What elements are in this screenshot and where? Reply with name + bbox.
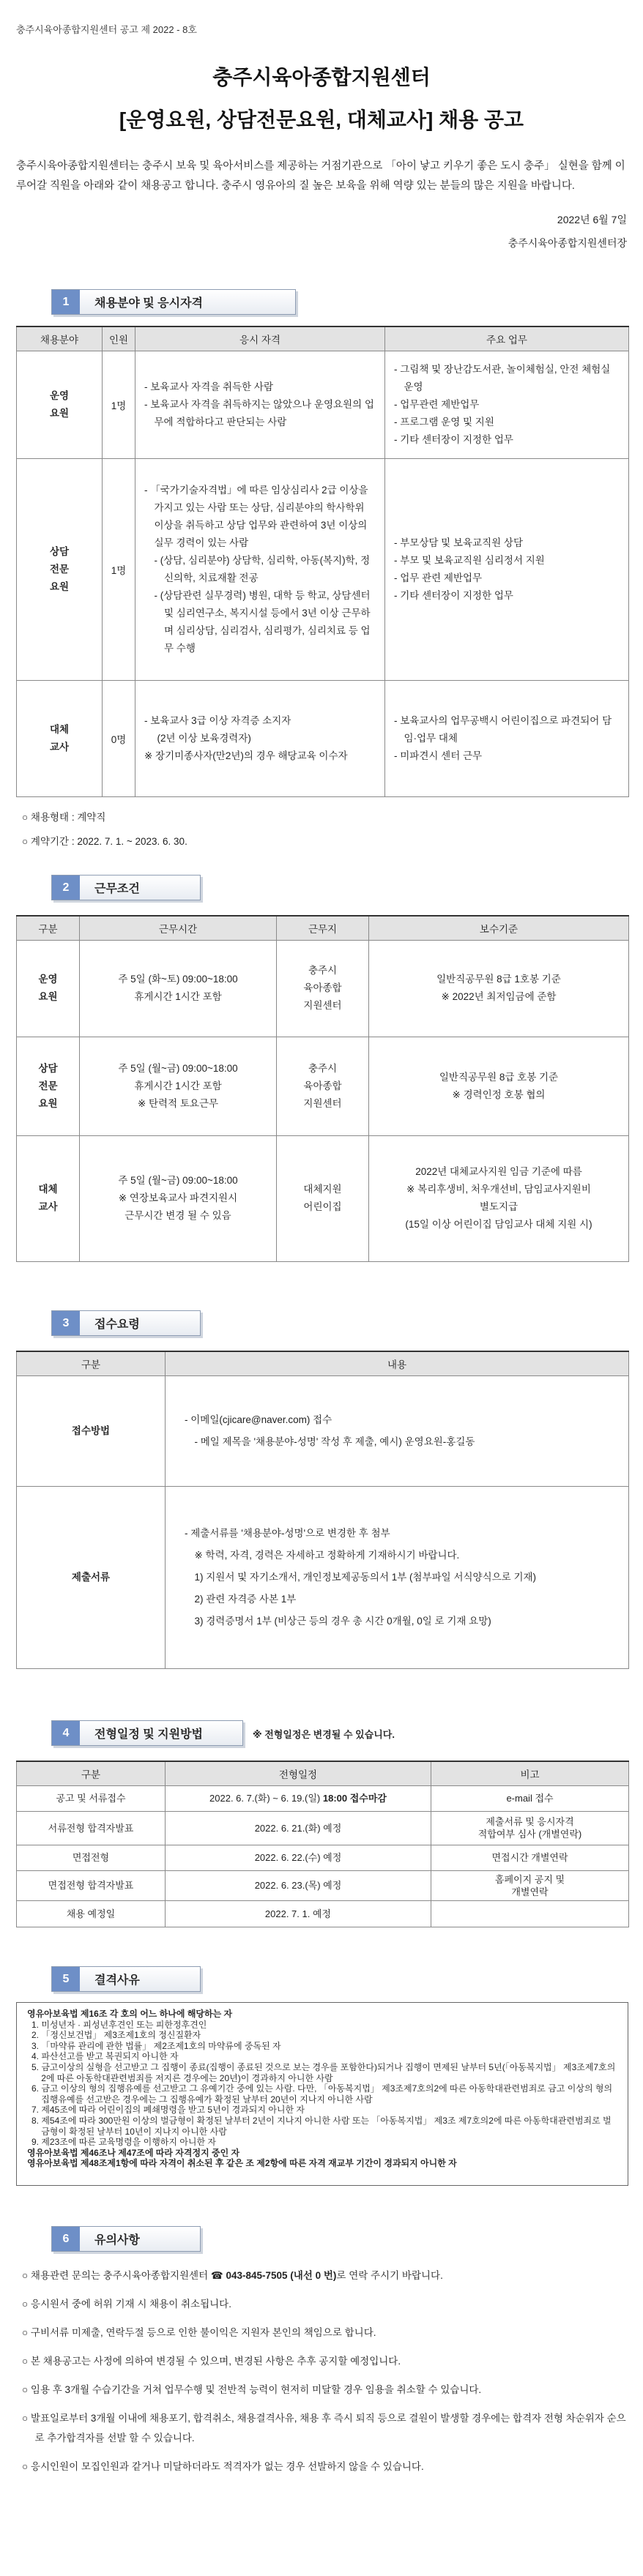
- duty-item: - 미파견시 센터 근무: [394, 750, 483, 761]
- content-line: - 이메일(cjicare@naver.com) 접수: [185, 1414, 332, 1425]
- schedule-change-note: ※ 전형일정은 변경될 수 있습니다.: [253, 1729, 395, 1740]
- qualification-item: - 보육교사 자격을 취득한 사람: [144, 381, 273, 392]
- employment-info: [22, 805, 187, 854]
- content-note: ※ 학력, 자격, 경력은 자세하고 정확하게 기재하시기 바랍니다.: [194, 1549, 460, 1561]
- duty-cell: [385, 680, 629, 796]
- stage-cell: 면접전형: [17, 1845, 166, 1870]
- content-line: 1) 지원서 및 자기소개서, 개인정보제공동의서 1부 (첨부파일 서식양식으로 기재): [194, 1571, 537, 1583]
- date-cell: 2022. 7. 1. 예정: [166, 1900, 431, 1927]
- type-cell: 운영 요원: [17, 940, 80, 1037]
- disqualification-item: 3. 「마약류 관리에 관한 법률」 제2조제1호의 마약류에 중독된 자: [31, 2040, 281, 2051]
- section-header-conditions: [51, 875, 201, 900]
- notice-text: ○ 채용관련 문의는 충주시육아종합지원센터: [22, 2270, 211, 2281]
- qualification-item: - 보육교사 자격을 취득하지는 않았으나 운영요원의 업무에 적합하다고 판단되는 사람: [144, 398, 374, 428]
- note-cell: [431, 1900, 629, 1927]
- content-line: - 제출서류를 '채용분야-성명'으로 변경한 후 첨부: [185, 1527, 390, 1539]
- pay-line: ※ 2022년 최저임금에 준함: [441, 991, 557, 1002]
- hours-cell: [80, 1135, 277, 1261]
- pay-line: 2022년 대체교사지원 임금 기준에 따름: [415, 1166, 582, 1177]
- intro-paragraph: 충주시육아종합지원센터는 충주시 보육 및 육아서비스를 제공하는 거점기관으로 「아이 낳고 키우기 좋은 도시 충주」 실현을 함께 이루어갈 직원을 아래와 같이 채용공고 합니다. 충주시 영유아의 질 높은 보육을 위해 역량 있는 분들의 많은 지원을 바랍니다.: [16, 160, 625, 192]
- column-header: 인원: [103, 326, 135, 351]
- hours-line: 휴게시간 1시간 포함: [134, 1080, 222, 1091]
- hours-line: 주 5일 (월~금) 09:00~18:00: [118, 1175, 238, 1186]
- notice-item: ○ 응시원서 중에 허위 기재 시 채용이 취소됩니다.: [22, 2299, 231, 2310]
- qualification-note: ※ 장기미종사자(만2년)의 경우 해당교육 이수자: [144, 750, 348, 761]
- column-header: 근무시간: [80, 916, 277, 940]
- section-header-notices: [51, 2226, 201, 2252]
- contract-period: ○ 계약기간 : 2022. 7. 1. ~ 2023. 6. 30.: [22, 836, 187, 847]
- date-cell: 2022. 6. 21.(화) 예정: [166, 1811, 431, 1845]
- hours-line: 근무시간 변경 될 수 있음: [124, 1210, 231, 1221]
- notice-item: ○ 임용 후 3개월 수습기간을 거쳐 업무수행 및 전반적 능력이 현저히 미달할 경우 임용을 취소할 수 있습니다.: [22, 2384, 482, 2395]
- count-cell: 0명: [103, 680, 135, 796]
- pay-line: (15일 이상 어린이집 담임교사 대체 지원 시): [405, 1219, 592, 1230]
- pay-line: 일반직공무원 8급 호봉 기준: [439, 1071, 559, 1083]
- place-cell: 대체지원 어린이집: [277, 1135, 369, 1261]
- disqualification-item: 6. 금고 이상의 형의 집행유예를 선고받고 그 유예기간 중에 있는 사람. 다만, 「아동복지법」 제3조제7호의2에 따른 아동학대관련범죄로 금고 이상의 형의 집행유예를 선고받은 경우에는 그 집행유예가 확정된 날부터 20년이 지나지 아니한 사람: [31, 2083, 613, 2105]
- date-text: 2022. 6. 7.(화) ~ 6. 19.(일): [209, 1793, 321, 1804]
- column-header: 보수기준: [369, 916, 629, 940]
- count-cell: 1명: [103, 458, 135, 680]
- table-row: [17, 1845, 629, 1870]
- note-cell: 홈페이지 공지 및 개별연락: [431, 1870, 629, 1900]
- section-number: 3: [52, 1311, 80, 1335]
- stage-cell: 서류전형 합격자발표: [17, 1811, 166, 1845]
- duty-item: - 그림책 및 장난감도서관, 놀이체험실, 안전 체험실 운영: [394, 363, 611, 392]
- disqualification-box: [16, 2002, 628, 2186]
- column-header: 근무지: [277, 916, 369, 940]
- table-row: [17, 1785, 629, 1811]
- content-cell: [166, 1486, 629, 1668]
- section-title: 유의사항: [94, 2234, 140, 2247]
- pay-line: 별도지급: [479, 1201, 519, 1212]
- content-line: 3) 경력증명서 1부 (비상근 등의 경우 총 시간 0개월, 0일 로 기재 요망): [194, 1615, 491, 1627]
- label-cell: 제출서류: [17, 1486, 166, 1668]
- type-cell: 상담 전문 요원: [17, 1037, 80, 1135]
- duty-item: - 프로그램 운영 및 지원: [394, 416, 494, 428]
- notice-item: ○ 본 채용공고는 사정에 의하여 변경될 수 있으며, 변경된 사항은 추후 공지할 예정입니다.: [22, 2356, 401, 2367]
- section-header-application: [51, 1310, 201, 1336]
- notice-item: ○ 구비서류 미제출, 연락두절 등으로 인한 불이익은 지원자 본인의 책임으로 합니다.: [22, 2327, 376, 2338]
- table-row: [17, 1900, 629, 1927]
- qualification-item: - 「국가기술자격법」에 따른 임상심리사 2급 이상을 가지고 있는 사람 또는 상담, 심리분야의 학사학위 이상을 취득하고 상담 업무와 관련하여 3년 이상의 실무 경력이 있는 사람: [144, 484, 368, 548]
- notice-item: ○ 응시인원이 모집인원과 같거나 미달하더라도 적격자가 없는 경우 선발하지 않을 수 있습니다.: [22, 2461, 424, 2472]
- column-header: 주요 업무: [385, 326, 629, 351]
- disqualification-item: 1. 미성년자 · 피성년후견인 또는 피한정후견인: [31, 2019, 207, 2030]
- disqualification-item: 7. 제45조에 따라 어린이집의 폐쇄명령을 받고 5년이 경과되지 아니한 자: [31, 2105, 305, 2116]
- section-number: 5: [52, 1967, 80, 1991]
- duty-item: - 보육교사의 업무공백시 어린이집으로 파견되어 담임·업무 대체: [394, 714, 612, 744]
- issuer: 충주시육아종합지원센터장: [508, 237, 627, 249]
- notice-item: ○ 발표일로부터 3개월 이내에 채용포기, 합격취소, 채용결격사유, 채용 후 즉시 퇴직 등으로 결원이 발생할 경우에는 합격자 전형 차순위자 순으로 추가합격자를 선발 할 수 있습니다.: [22, 2413, 626, 2444]
- page-title: 충주시육아종합지원센터: [212, 66, 431, 89]
- field-cell: 대체 교사: [17, 680, 103, 796]
- schedule-table: [16, 1761, 629, 1927]
- section-title: 채용분야 및 응시자격: [94, 297, 203, 310]
- section-header-schedule: [51, 1720, 243, 1746]
- table-header-row: [17, 1351, 629, 1375]
- column-header: 채용분야: [17, 326, 103, 351]
- section-number: 6: [52, 2227, 80, 2251]
- recruitment-table: [16, 326, 629, 797]
- section-title: 근무조건: [94, 883, 140, 895]
- duty-cell: [385, 458, 629, 680]
- duty-item: - 기타 센터장이 지정한 업무: [394, 589, 513, 601]
- disqualification-item: 4. 파산선고를 받고 복권되지 아니한 자: [31, 2051, 179, 2062]
- hours-cell: [80, 940, 277, 1037]
- stage-cell: 공고 및 서류접수: [17, 1785, 166, 1811]
- table-header-row: [17, 1761, 629, 1785]
- table-header-row: [17, 326, 629, 351]
- qualification-item: - (상담, 심리분야) 상담학, 심리학, 아동(복지)학, 정신의학, 치료재활 전공: [154, 554, 371, 583]
- note-cell: 제출서류 및 응시자격 적합여부 심사 (개별연락): [431, 1811, 629, 1845]
- duty-item: - 기타 센터장이 지정한 업무: [394, 433, 513, 445]
- disqualification-extra: 영유아보육법 제46조나 제47조에 따라 자격정지 중인 자: [27, 2147, 240, 2158]
- hours-line: ※ 탄력적 토요근무: [137, 1097, 219, 1109]
- disqualification-item: 5. 금고이상의 실형을 선고받고 그 집행이 종료(집행이 종료된 것으로 보는 경우를 포함한다)되거나 집행이 면제된 날부터 5년(「아동복지법」 제3조제7호의2에 따른 아동학대관련범죄를 저지른 경우에는 20년)이 경과하지 아니한 사람: [31, 2061, 616, 2083]
- contact-phone: ☎ 043-845-7505 (내선 0 번): [210, 2270, 337, 2281]
- hours-line: ※ 연장보육교사 파견지원시: [118, 1192, 238, 1203]
- column-header: 구분: [17, 1351, 166, 1375]
- field-cell: 상담 전문 요원: [17, 458, 103, 680]
- qualification-item: (2년 이상 보육경력자): [157, 732, 251, 744]
- pay-cell: [369, 1037, 629, 1135]
- notice-number: 충주시육아종합지원센터 공고 제 2022 - 8호: [16, 24, 197, 35]
- qualification-cell: [135, 458, 385, 680]
- qualification-cell: [135, 351, 385, 458]
- hours-cell: [80, 1037, 277, 1135]
- column-header: 응시 자격: [135, 326, 385, 351]
- disqualification-heading: 영유아보육법 제16조 각 호의 어느 하나에 해당하는 자: [27, 2009, 233, 2019]
- column-header: 구분: [17, 916, 80, 940]
- table-row: [17, 351, 629, 458]
- date-cell: 2022. 6. 23.(목) 예정: [166, 1870, 431, 1900]
- duty-item: - 업무관련 제반업무: [394, 398, 480, 410]
- qualification-item: - (상담관련 실무경력) 병원, 대학 등 학교, 상담센터 및 심리연구소, 복지시설 등에서 3년 이상 근무하며 심리상담, 심리검사, 심리평가, 심리치료 등 업무 수행: [154, 589, 371, 654]
- table-row: [17, 1375, 629, 1486]
- stage-cell: 면접전형 합격자발표: [17, 1870, 166, 1900]
- section-title: 접수요령: [94, 1318, 140, 1331]
- section-number: 4: [52, 1721, 80, 1745]
- pay-line: ※ 복리후생비, 처우개선비, 담임교사지원비: [406, 1184, 591, 1195]
- content-line: - 메일 제목을 '채용분야-성명' 작성 후 제출, 예시) 운영요원-홍길동: [194, 1436, 475, 1447]
- duty-item: - 업무 관련 제반업무: [394, 572, 483, 583]
- column-header: 전형일정: [166, 1761, 431, 1785]
- column-header: 비고: [431, 1761, 629, 1785]
- section-title: 전형일정 및 지원방법: [94, 1728, 203, 1741]
- section-number: 2: [52, 876, 80, 900]
- notice-text: 로 연락 주시기 바랍니다.: [336, 2270, 443, 2281]
- content-cell: [166, 1375, 629, 1486]
- table-row: [17, 1037, 629, 1135]
- qualification-item: - 보육교사 3급 이상 자격증 소지자: [144, 714, 291, 726]
- note-cell: e-mail 접수: [431, 1785, 629, 1811]
- notice-item-contact: [22, 2266, 627, 2285]
- section-header-disqualification: [51, 1966, 201, 1992]
- pay-cell: [369, 1135, 629, 1261]
- page-subtitle: [운영요원, 상담전문요원, 대체교사] 채용 공고: [119, 108, 524, 131]
- announcement-date: 2022년 6월 7일: [557, 214, 627, 225]
- notices-list: [22, 2266, 627, 2485]
- disqualification-extra: 영유아보육법 제48조제1항에 따라 자격이 취소된 후 같은 조 제2항에 따른 자격 재교부 기간이 경과되지 아니한 자: [27, 2158, 457, 2169]
- table-row: [17, 940, 629, 1037]
- column-header: 내용: [166, 1351, 629, 1375]
- date-cell: 2022. 6. 22.(수) 예정: [166, 1845, 431, 1870]
- hours-line: 주 5일 (화~토) 09:00~18:00: [118, 974, 238, 985]
- section-number: 1: [52, 290, 80, 314]
- duty-item: - 부모 및 보육교직원 심리정서 지원: [394, 554, 545, 566]
- pay-line: 일반직공무원 8급 1호봉 기준: [436, 974, 561, 985]
- table-row: [17, 680, 629, 796]
- place-cell: 충주시 육아종합 지원센터: [277, 1037, 369, 1135]
- disqualification-item: 2. 「정신보건법」 제3조제1호의 정신질환자: [31, 2030, 201, 2041]
- type-cell: 대체 교사: [17, 1135, 80, 1261]
- hours-line: 주 5일 (월~금) 09:00~18:00: [118, 1062, 238, 1074]
- application-table: [16, 1351, 629, 1669]
- table-row: [17, 1870, 629, 1900]
- content-line: 2) 관련 자격증 사본 1부: [194, 1593, 297, 1605]
- note-cell: 면접시간 개별연락: [431, 1845, 629, 1870]
- table-row: [17, 458, 629, 680]
- table-row: [17, 1486, 629, 1668]
- place-cell: 충주시 육아종합 지원센터: [277, 940, 369, 1037]
- table-header-row: [17, 916, 629, 940]
- conditions-table: [16, 915, 629, 1262]
- pay-line: ※ 경력인정 호봉 협의: [452, 1089, 546, 1100]
- count-cell: 1명: [103, 351, 135, 458]
- stage-cell: 채용 예정일: [17, 1900, 166, 1927]
- table-row: [17, 1135, 629, 1261]
- qualification-cell: [135, 680, 385, 796]
- deadline-text: 18:00 접수마감: [322, 1793, 387, 1804]
- section-title: 결격사유: [94, 1974, 140, 1987]
- duty-cell: [385, 351, 629, 458]
- column-header: 구분: [17, 1761, 166, 1785]
- disqualification-item: 9. 제23조에 따른 교육명령을 이행하지 아니한 자: [31, 2137, 217, 2148]
- label-cell: 접수방법: [17, 1375, 166, 1486]
- hours-line: 휴게시간 1시간 포함: [134, 991, 222, 1002]
- date-cell: [166, 1785, 431, 1811]
- pay-cell: [369, 940, 629, 1037]
- duty-item: - 부모상담 및 보육교직원 상담: [394, 537, 523, 548]
- section-header-recruitment: [51, 289, 296, 315]
- field-cell: 운영 요원: [17, 351, 103, 458]
- disqualification-item: 8. 제54조에 따라 300만원 이상의 벌금형이 확정된 날부터 2년이 지나지 아니한 사람 또는 「아동복지법」 제3조 제7호의2에 따른 아동학대관련범죄로 벌금형이 확정된 날부터 10년이 지나지 아니한 사람: [31, 2115, 612, 2137]
- employment-type: ○ 채용형태 : 계약직: [22, 812, 106, 823]
- table-row: [17, 1811, 629, 1845]
